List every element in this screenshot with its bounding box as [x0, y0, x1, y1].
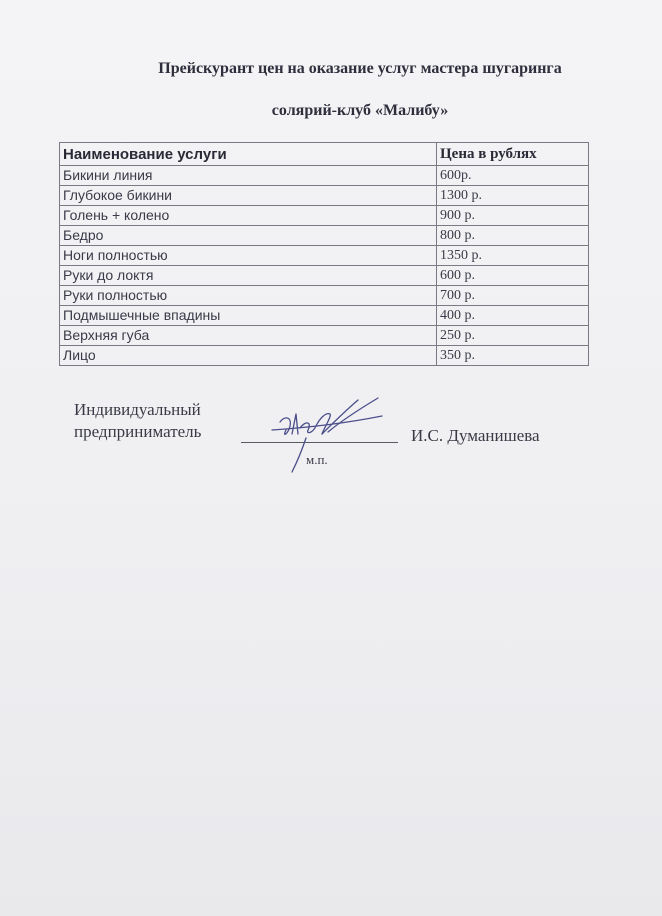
service-name: Ноги полностью	[60, 246, 437, 266]
service-price: 600 р.	[437, 266, 589, 286]
table-header-row	[60, 143, 589, 166]
service-name: Подмышечные впадины	[60, 306, 437, 326]
service-name: Лицо	[60, 346, 437, 366]
service-name: Глубокое бикини	[60, 186, 437, 206]
document-subtitle: солярий-клуб «Малибу»	[271, 102, 449, 119]
service-name: Бикини линия	[60, 166, 437, 186]
table-row	[60, 206, 589, 226]
service-price: 700 р.	[437, 286, 589, 306]
table-row	[60, 306, 589, 326]
table-row	[60, 266, 589, 286]
service-name: Верхняя губа	[60, 326, 437, 346]
table-row	[60, 226, 589, 246]
service-price: 600р.	[437, 166, 589, 186]
service-price: 1300 р.	[437, 186, 589, 206]
service-name: Голень + колено	[60, 206, 437, 226]
service-price: 1350 р.	[437, 246, 589, 266]
service-name: Руки до локтя	[60, 266, 437, 286]
table-row	[60, 326, 589, 346]
signer-role-line2: предприниматель	[74, 422, 202, 441]
service-price: 900 р.	[437, 206, 589, 226]
service-price: 800 р.	[437, 226, 589, 246]
service-price: 350 р.	[437, 346, 589, 366]
header-price: Цена в рублях	[437, 143, 589, 166]
service-price: 250 р.	[437, 326, 589, 346]
service-name: Бедро	[60, 226, 437, 246]
signer-role-line1: Индивидуальный	[74, 400, 201, 419]
table-row	[60, 186, 589, 206]
signer-name: И.С. Думанишева	[411, 426, 540, 445]
document-title: Прейскурант цен на оказание услуг мастера шугаринга	[158, 60, 562, 77]
table-row	[60, 166, 589, 186]
header-service: Наименование услуги	[60, 143, 437, 166]
service-price: 400 р.	[437, 306, 589, 326]
table-row	[60, 286, 589, 306]
stamp-label: м.п.	[306, 452, 328, 467]
table-row	[60, 246, 589, 266]
service-name: Руки полностью	[60, 286, 437, 306]
price-table	[59, 142, 589, 366]
signer-role	[74, 399, 201, 443]
table-row	[60, 346, 589, 366]
